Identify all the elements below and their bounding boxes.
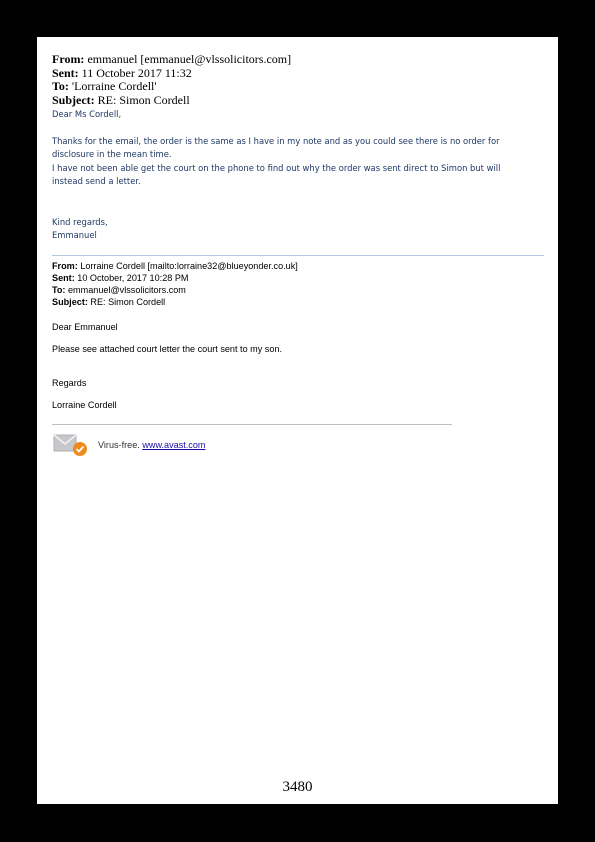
email2-body: Please see attached court letter the court sent to my son. bbox=[52, 344, 282, 354]
email1-signoff: Kind regards, bbox=[52, 217, 108, 227]
email1-paragraph-2: I have not been able get the court on the phone to find out why the order was sent direct to Simon but will instead send a letter. bbox=[52, 163, 501, 186]
email1-to: To: 'Lorraine Cordell' bbox=[52, 79, 157, 93]
avast-link[interactable]: www.avast.com bbox=[142, 440, 206, 450]
email2-signature: Lorraine Cordell bbox=[52, 400, 117, 410]
page-number: 3480 bbox=[282, 779, 313, 795]
email2-to: To: emmanuel@vlssolicitors.com bbox=[52, 285, 186, 295]
email2-greeting: Dear Emmanuel bbox=[52, 322, 118, 332]
email1-subject: Subject: RE: Simon Cordell bbox=[52, 92, 190, 107]
email1-paragraph-1: Thanks for the email, the order is the same as I have in my note and as you could see there is no order for disclosure in the mean time. bbox=[52, 136, 500, 159]
email2-from: From: Lorraine Cordell [mailto:lorraine32@blueyonder.co.uk] bbox=[52, 261, 298, 271]
email1-signature: Emmanuel bbox=[52, 230, 97, 240]
email2-signoff: Regards bbox=[52, 378, 87, 388]
avast-mail-check-icon[interactable] bbox=[53, 434, 89, 458]
quote-separator bbox=[52, 255, 544, 256]
email2-sent: Sent: 10 October, 2017 10:28 PM bbox=[52, 273, 189, 283]
email1-from: From: emmanuel [emmanuel@vlssolicitors.com] bbox=[52, 52, 292, 66]
email2-subject: Subject: RE: Simon Cordell bbox=[52, 297, 166, 307]
signature-separator bbox=[52, 424, 452, 425]
email1-sent: Sent: 11 October 2017 11:32 bbox=[52, 65, 192, 80]
document-page bbox=[37, 37, 558, 804]
email1-greeting: Dear Ms Cordell, bbox=[52, 109, 122, 119]
email2-header bbox=[52, 260, 298, 308]
virus-free-notice: Virus-free. www.avast.com bbox=[98, 440, 206, 450]
email1-header bbox=[52, 53, 291, 107]
